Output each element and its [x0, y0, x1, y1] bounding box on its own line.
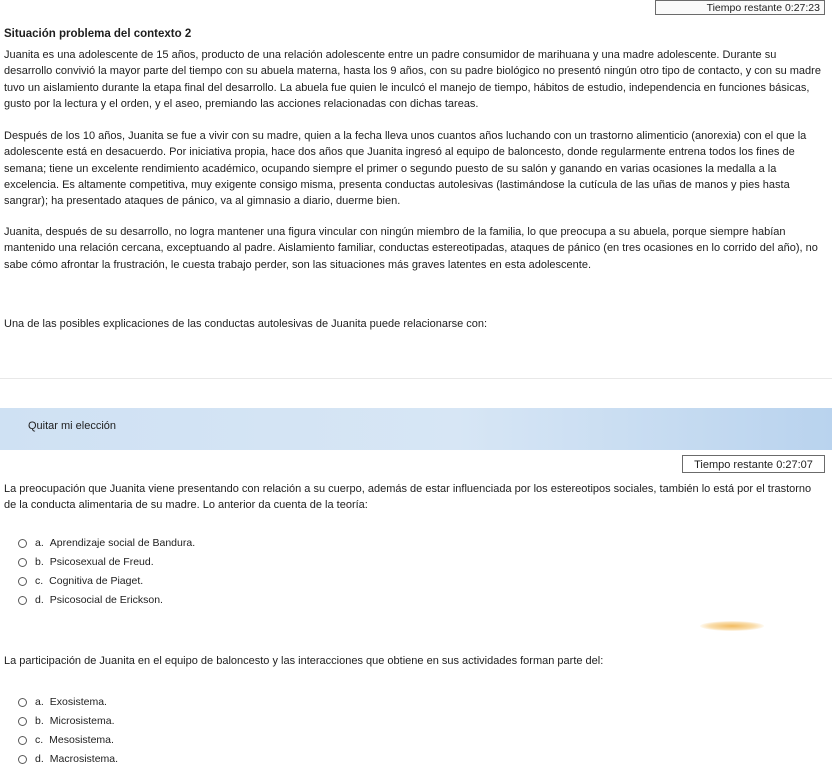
time-remaining-top: Tiempo restante 0:27:23 — [655, 0, 825, 15]
option-label: Cognitiva de Piaget. — [49, 575, 144, 587]
option-label: Exosistema. — [49, 696, 107, 708]
option-label: Aprendizaje social de Bandura. — [49, 537, 196, 549]
q2-option-d[interactable] — [18, 592, 163, 608]
question-2-text: La preocupación que Juanita viene presentando con relación a su cuerpo, además de estar influenciada por los estereotipos sociales, también lo está por el trastorno de la conducta alimentaria de su madre. Lo anterior da cuenta de la teoría: — [4, 483, 812, 511]
q3-option-a[interactable] — [18, 694, 107, 710]
option-label: Psicosocial de Erickson. — [49, 594, 163, 606]
clear-choice-link[interactable]: Quitar mi elección — [28, 420, 117, 432]
q2-option-c[interactable] — [18, 573, 143, 589]
context-paragraph-3: Juanita, después de su desarrollo, no logra mantener una figura vincular con ningún miembro de la familia, lo que preocupa a su abuela, porque siempre habían mantenido una relación cercana, exceptuando al padre. Aislamiento familiar, conductas estereotipadas, ataques de pánico (en tres ocasiones en lo corrido del año), no sabe cómo afrontar la frustración, le cuesta trabajo perder, son las situaciones más graves latentes en esta adolescente. — [4, 226, 818, 271]
q2-option-b[interactable] — [18, 554, 154, 570]
radio-button[interactable] — [18, 698, 27, 707]
highlight-mark — [700, 621, 764, 631]
question-1-text: Una de las posibles explicaciones de las conductas autolesivas de Juanita puede relacionarse con: — [4, 318, 488, 330]
q2-option-a[interactable] — [18, 535, 195, 551]
option-label: Macrosistema. — [49, 753, 119, 765]
radio-button[interactable] — [18, 755, 27, 764]
option-letter: d. — [35, 753, 44, 765]
option-letter: b. — [35, 556, 44, 568]
radio-button[interactable] — [18, 539, 27, 548]
context-paragraph-2: Después de los 10 años, Juanita se fue a vivir con su madre, quien a la fecha lleva unos cuantos años luchando con un trastorno alimenticio (anorexia) con el que la adolescente está en desacuerdo. Por iniciativa propia, hace dos años que Juanita ingresó al equipo de baloncesto, donde regularmente entrena todos los fines de semana; tiene un excelente rendimiento académico, ocupando siempre el primer o segundo puesto de su salón y ganando en varias ocasiones la medalla a la excelencia. Es altamente competitiva, muy exigente consigo misma, presenta conductas autolesivas (lastimándose la cutícula de las uñas de manos y pies hasta sangrar); ha presentado ataques de pánico, va al gimnasio a diario, duerme bien. — [4, 130, 807, 208]
option-letter: b. — [35, 715, 44, 727]
radio-button[interactable] — [18, 577, 27, 586]
question-3-text: La participación de Juanita en el equipo de baloncesto y las interacciones que obtiene en sus actividades forman parte del: — [4, 655, 604, 667]
radio-button[interactable] — [18, 596, 27, 605]
q3-option-d[interactable] — [18, 751, 118, 767]
option-letter: c. — [35, 575, 44, 587]
option-label: Psicosexual de Freud. — [49, 556, 154, 568]
option-letter: d. — [35, 594, 44, 606]
radio-button[interactable] — [18, 717, 27, 726]
option-letter: c. — [35, 734, 44, 746]
radio-button[interactable] — [18, 558, 27, 567]
context-title: Situación problema del contexto 2 — [4, 28, 192, 40]
context-paragraph-1: Juanita es una adolescente de 15 años, producto de una relación adolescente entre un padre consumidor de marihuana y una madre adolescente. Durante su desarrollo convivió la mayor parte del tiempo con su abuela materna, hasta los 9 años, con su padre biológico no presentó ningún otro tipo de contacto, y con su madre tuvo un aislamiento durante la etapa final del desarrollo. La abuela fue quien le inculcó el manejo de tiempo, hábitos de estudio, independencia en funciones básicas, gusto por la lectura y el orden, y el aseo, premiando las acciones relacionadas con dichas tareas. — [4, 49, 821, 110]
option-letter: a. — [35, 696, 44, 708]
option-label: Microsistema. — [49, 715, 115, 727]
divider — [0, 378, 832, 379]
option-label: Mesosistema. — [49, 734, 114, 746]
clear-choice-band — [0, 408, 832, 450]
q3-option-b[interactable] — [18, 713, 115, 729]
radio-button[interactable] — [18, 736, 27, 745]
q3-option-c[interactable] — [18, 732, 114, 748]
time-remaining-mid: Tiempo restante 0:27:07 — [682, 455, 825, 473]
option-letter: a. — [35, 537, 44, 549]
